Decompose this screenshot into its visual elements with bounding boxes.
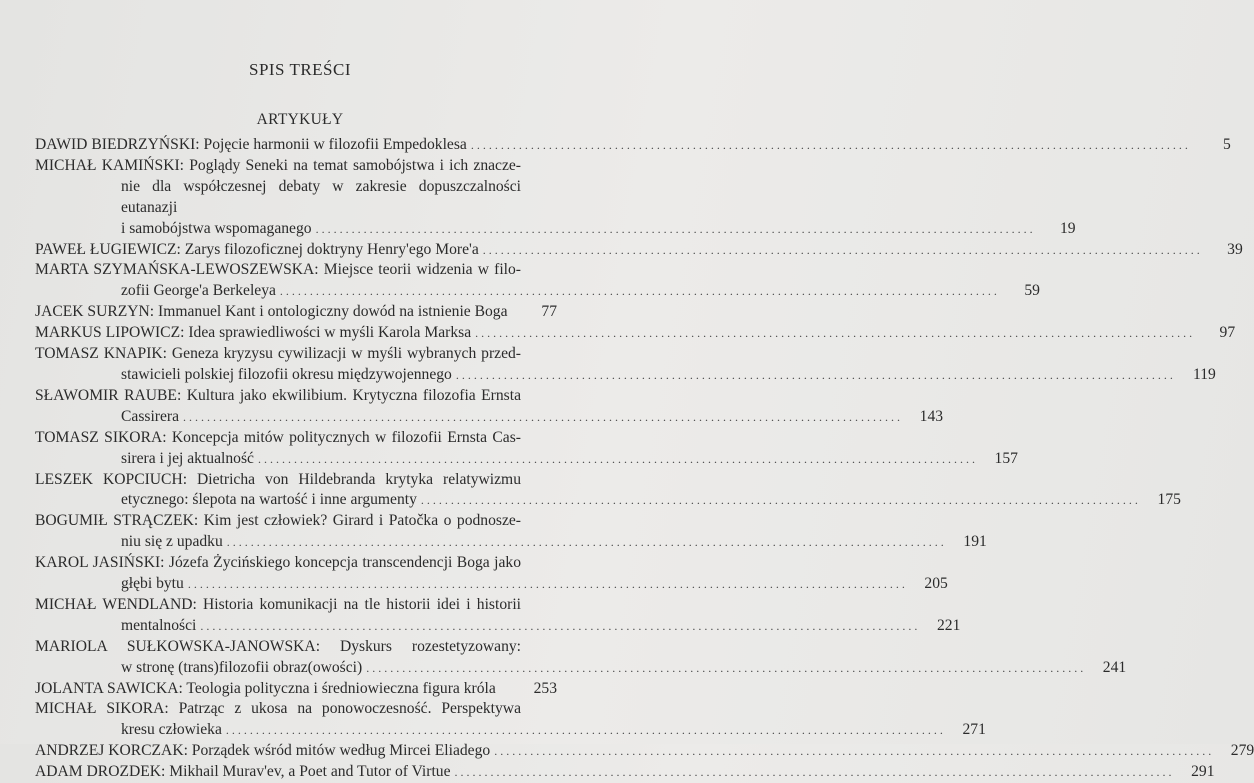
entry-title-continuation: Cassirera [121, 407, 180, 425]
page-number: 279 [1230, 742, 1254, 760]
toc-entry [35, 553, 948, 595]
toc-line [35, 699, 557, 720]
toc-line [35, 449, 1018, 470]
entry-title-continuation: mentalności [121, 616, 197, 634]
toc-line [35, 365, 1216, 386]
entry-author-title: SŁAWOMIR RAUBE: Kultura jako ekwilibium. Krytyczna filozofia Ernsta [35, 386, 521, 404]
dot-leader: ........................................................................................................................ [315, 221, 1036, 236]
dot-leader: ........................................................................................................................ [420, 493, 1141, 508]
dot-leader: ........................................................................................................................ [200, 618, 921, 633]
toc-entry [35, 511, 987, 553]
dot-leader: ........................................................................................................................ [475, 326, 1196, 341]
page-number: 39 [1227, 240, 1243, 258]
entry-title-continuation: nie dla współczesnej debaty w zakresie dopuszczalności eutanazji [121, 177, 521, 216]
toc-entry [35, 637, 1127, 679]
toc-line [35, 135, 1231, 156]
dot-leader: ........................................................................................................................ [183, 409, 904, 424]
page-title: SPIS TREŚCI [248, 60, 352, 79]
entry-author-title: MICHAŁ SIKORA: Patrząc z ukosa na ponowoczesność. Perspektywa [35, 700, 521, 718]
toc-line [35, 428, 557, 449]
page-number: 97 [1219, 324, 1236, 342]
entry-author-title: MARIOLA SUŁKOWSKA-JANOWSKA: Dyskurs rozestetyzowany: [35, 637, 521, 655]
entry-title-continuation: kresu człowieka [121, 721, 222, 739]
entry-author-title: DAWID BIEDRZYŃSKI: Pojęcie harmonii w filozofii Empedoklesa [35, 136, 467, 153]
toc-entry [35, 344, 1216, 386]
toc-entry [35, 260, 1040, 302]
page-number: 59 [1024, 282, 1040, 300]
entry-title-continuation: w stronę (trans)filozofii obraz(owości) [121, 658, 363, 676]
toc-entry [35, 135, 1231, 156]
entry-title-continuation: zofii George'a Berkeleya [121, 282, 276, 300]
toc-entry [35, 156, 1076, 240]
page-number: 77 [541, 303, 557, 321]
entry-title-continuation: stawicieli polskiej filozofii okresu międzywojennego [121, 365, 452, 383]
toc-entry [35, 595, 961, 637]
toc-entry [35, 386, 944, 428]
entry-author-title: JACEK SURZYN: Immanuel Kant i ontologiczny dowód na istnienie Boga [35, 303, 508, 321]
dot-leader: ........................................................................................................................ [279, 284, 1000, 299]
toc-line [35, 720, 986, 741]
page-number: 143 [919, 407, 944, 425]
toc-line [35, 240, 1243, 261]
toc-entry [35, 302, 557, 323]
toc-line [35, 616, 961, 637]
toc-line [35, 177, 557, 219]
page-number: 253 [533, 679, 557, 697]
toc-entry [35, 699, 986, 741]
toc-line [35, 511, 557, 532]
page-number: 191 [963, 533, 987, 551]
toc-entry [35, 470, 1181, 512]
dot-leader: ........................................................................................................................ [187, 577, 908, 592]
dot-leader: ........................................................................................................................ [454, 765, 1175, 780]
toc-line [35, 470, 557, 491]
toc-line [35, 741, 1254, 762]
page-number: 5 [1223, 136, 1231, 153]
entry-author-title: MICHAŁ KAMIŃSKI: Poglądy Seneki na temat samobójstwa i ich znacze- [35, 156, 521, 174]
toc-line [35, 302, 557, 323]
toc-line [35, 386, 557, 407]
page-number: 19 [1059, 219, 1076, 237]
toc-entry [35, 762, 1215, 783]
dot-leader: ........................................................................................................................ [226, 535, 947, 550]
entry-author-title: TOMASZ SIKORA: Koncepcja mitów politycznych w filozofii Ernsta Cas- [35, 428, 521, 446]
entry-title-continuation: etycznego: ślepota na wartość i inne argumenty [121, 491, 417, 509]
page-number: 205 [924, 575, 948, 593]
entry-author-title: MARKUS LIPOWICZ: Idea sprawiedliwości w myśli Karola Marksa [35, 324, 472, 342]
toc-line [35, 490, 1181, 511]
toc-line [35, 553, 557, 574]
toc-entry [35, 679, 557, 700]
table-of-contents [35, 135, 1254, 783]
toc-entry [35, 240, 1243, 261]
toc-line [35, 595, 557, 616]
toc-line [35, 637, 557, 658]
dot-leader: ........................................................................................................................ [257, 451, 978, 466]
page-number: 241 [1102, 658, 1127, 676]
entry-title-continuation: sirera i jej aktualność [121, 449, 254, 467]
page-number: 291 [1191, 763, 1215, 781]
entry-author-title: PAWEŁ ŁUGIEWICZ: Zarys filozoficznej doktryny Henry'ego More'a [35, 240, 479, 258]
entry-author-title: KAROL JASIŃSKI: Józefa Życińskiego koncepcja transcendencji Boga jako [35, 554, 521, 572]
page-number: 157 [994, 449, 1018, 467]
entry-author-title: JOLANTA SAWICKA: Teologia polityczna i średniowieczna figura króla [35, 679, 496, 697]
dot-leader: ........................................................................................................................ [470, 138, 1191, 152]
toc-line [35, 323, 1236, 344]
toc-line [35, 679, 557, 700]
entry-author-title: MARTA SZYMAŃSKA-LEWOSZEWSKA: Miejsce teorii widzenia w filo- [35, 261, 521, 279]
dot-leader: ........................................................................................................................ [494, 744, 1215, 759]
page-number: 175 [1157, 491, 1181, 509]
entry-title-continuation: głębi bytu [121, 575, 184, 593]
toc-line [35, 260, 557, 281]
dot-leader: ........................................................................................................................ [225, 723, 946, 738]
toc-entry [35, 323, 1236, 344]
entry-author-title: ANDRZEJ KORCZAK: Porządek wśród mitów według Mircei Eliadego [35, 742, 491, 760]
toc-line [35, 156, 557, 177]
entry-author-title: TOMASZ KNAPIK: Geneza kryzysu cywilizacji w myśli wybranych przed- [35, 345, 521, 363]
toc-line [35, 219, 1076, 240]
toc-line [35, 407, 944, 428]
toc-line [35, 281, 1040, 302]
toc-entry [35, 428, 1018, 470]
toc-entry [35, 741, 1254, 762]
toc-line [35, 762, 1215, 783]
entry-author-title: MICHAŁ WENDLAND: Historia komunikacji na tle historii idei i historii [35, 595, 521, 613]
dot-leader: ........................................................................................................................ [366, 660, 1087, 675]
dot-leader: ........................................................................................................................ [482, 242, 1203, 257]
dot-leader: ........................................................................................................................ [455, 367, 1176, 382]
entry-title-continuation: i samobójstwa wspomaganego [121, 219, 312, 237]
entry-author-title: ADAM DROZDEK: Mikhail Murav'ev, a Poet and Tutor of Virtue [35, 763, 451, 781]
toc-line [35, 344, 557, 365]
toc-line [35, 658, 1127, 679]
page-number: 119 [1193, 365, 1216, 383]
toc-line [35, 574, 948, 595]
toc-line [35, 532, 987, 553]
entry-author-title: LESZEK KOPCIUCH: Dietricha von Hildebranda krytyka relatywizmu [35, 470, 521, 488]
page-number: 271 [962, 721, 986, 739]
entry-author-title: BOGUMIŁ STRĄCZEK: Kim jest człowiek? Girard i Patočka o podnosze- [35, 512, 521, 530]
entry-title-continuation: niu się z upadku [121, 533, 223, 551]
page-number: 221 [936, 616, 961, 634]
section-heading: ARTYKUŁY [256, 111, 344, 128]
